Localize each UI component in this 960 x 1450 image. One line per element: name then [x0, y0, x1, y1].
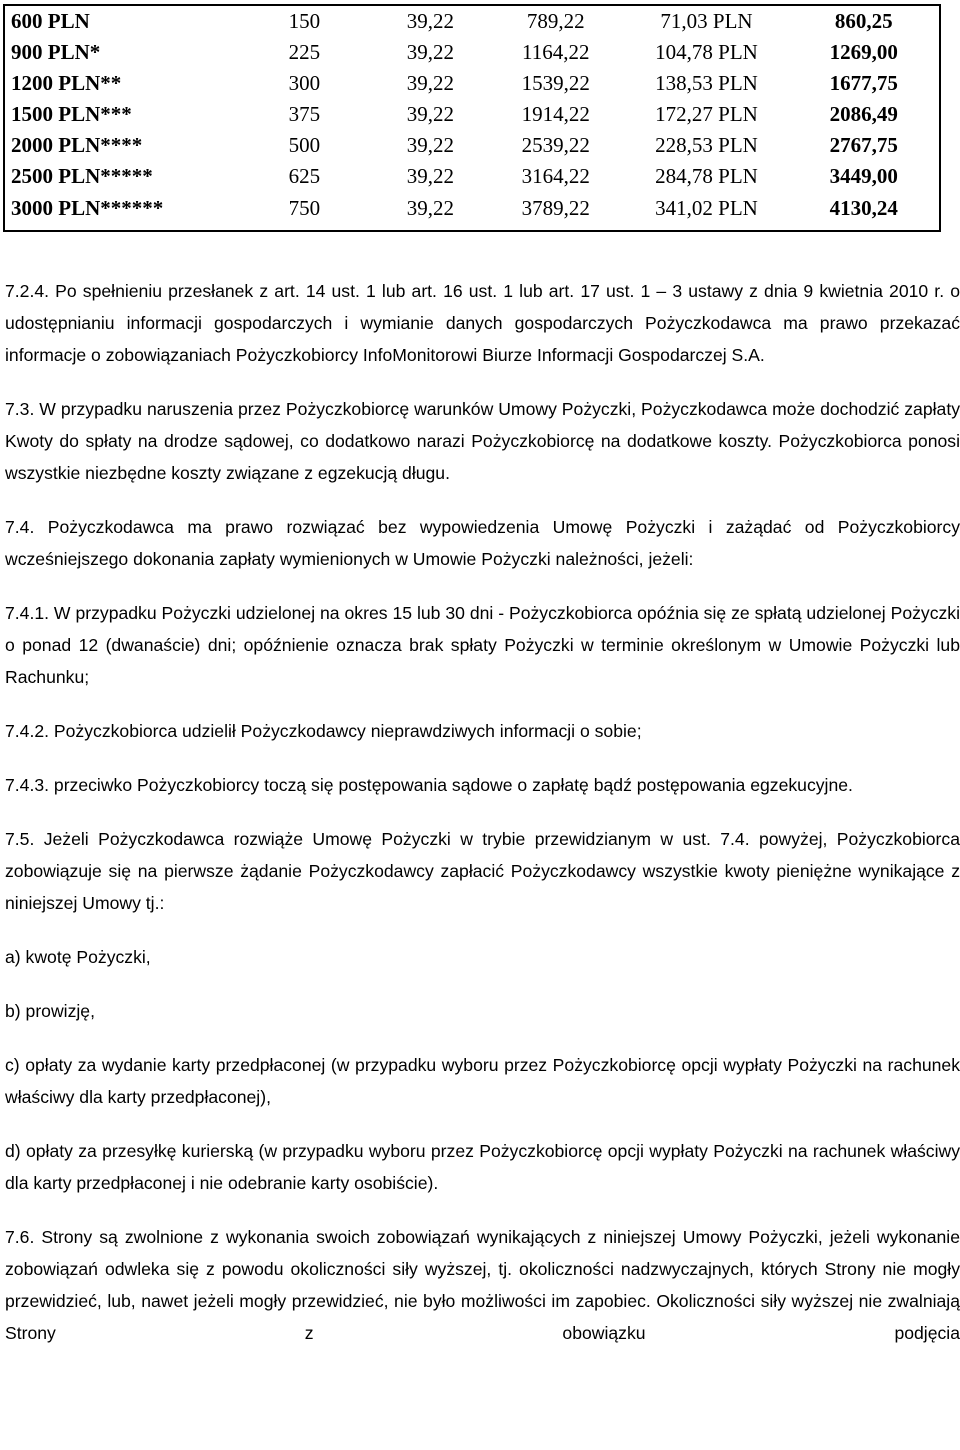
paragraph-7-6: 7.6. Strony są zwolnione z wykonania swoich zobowiązań wynikających z niniejszej Umowy Pożyczki, jeżeli wykonanie zobowiązań odwleka się z powodu okoliczności siły wyższej, tj. okoliczności nadzwyczajnych, których Strony nie mogły przewidzieć, lub, nawet jeżeli mogły przewidzieć, nie było możliwości im zapobiec. Okoliczności siły wyższej nie zwalniają Strony z obowiązku podjęcia: [5, 1227, 960, 1343]
interest-cell: 172,27 PLN: [655, 102, 758, 126]
paragraph-7-2-4: 7.2.4. Po spełnieniu przesłanek z art. 14 ust. 1 lub art. 16 ust. 1 lub art. 17 ust. 1 – 3 ustawy z dnia 9 kwietnia 2010 r. o udostępnianiu informacji gospodarczych i wymianie danych gospodarczych Pożyczkodawca ma prawo przekazać informacje o zobowiązaniach Pożyczkobiorcy InfoMonitorowi Biurze Informacji Gospodarczej S.A.: [5, 281, 960, 365]
subtotal-cell: 3789,22: [521, 196, 590, 220]
total-cell: 4130,24: [829, 196, 898, 220]
table-row: [4, 192, 940, 231]
loan-amount-cell: 2500 PLN*****: [11, 164, 153, 188]
interest-cell: 138,53 PLN: [655, 71, 758, 95]
interest-cell: 341,02 PLN: [655, 196, 758, 220]
loan-amount-cell: 2000 PLN****: [11, 133, 143, 157]
paragraph-7-5-d: d) opłaty za przesyłkę kurierską (w przypadku wyboru przez Pożyczkobiorcę opcji wypłaty Pożyczki na rachunek właściwy dla karty przedpłaconej i nie odebranie karty osobiście).: [5, 1141, 960, 1193]
fee-cell: 39,22: [406, 196, 455, 220]
total-cell: 1677,75: [829, 71, 898, 95]
loan-amount-cell: 1500 PLN***: [11, 102, 132, 126]
paragraph-7-4-3: 7.4.3. przeciwko Pożyczkobiorcy toczą się postępowania sądowe o zapłatę bądź postępowania egzekucyjne.: [5, 775, 853, 795]
total-cell: 2767,75: [829, 133, 898, 157]
subtotal-cell: 1164,22: [522, 40, 590, 64]
fee-cell: 39,22: [406, 102, 455, 126]
paragraph-7-4-2: 7.4.2. Pożyczkobiorca udzielił Pożyczkodawcy nieprawdziwych informacji o sobie;: [5, 721, 642, 741]
table-row: [4, 5, 940, 37]
commission-cell: 750: [288, 196, 321, 220]
paragraph-7-4-1: 7.4.1. W przypadku Pożyczki udzielonej na okres 15 lub 30 dni - Pożyczkobiorca opóźnia się ze spłatą udzielonej Pożyczki o ponad 12 (dwanaście) dni; opóźnienie oznacza brak spłaty Pożyczki w terminie określonym w Umowie Pożyczki lub Rachunku;: [5, 603, 960, 687]
commission-cell: 225: [288, 40, 321, 64]
loan-amount-cell: 3000 PLN******: [11, 196, 164, 220]
interest-cell: 71,03 PLN: [660, 9, 753, 33]
subtotal-cell: 1539,22: [521, 71, 590, 95]
fee-cell: 39,22: [406, 164, 455, 188]
total-cell: 3449,00: [829, 164, 898, 188]
table-row: [4, 68, 940, 99]
total-cell: 860,25: [834, 9, 893, 33]
paragraph-7-5-b: b) prowizję,: [5, 1001, 95, 1021]
subtotal-cell: 3164,22: [521, 164, 590, 188]
commission-cell: 150: [288, 9, 321, 33]
total-cell: 2086,49: [829, 102, 898, 126]
paragraph-7-3: 7.3. W przypadku naruszenia przez Pożyczkobiorcę warunków Umowy Pożyczki, Pożyczkodawca może dochodzić zapłaty Kwoty do spłaty na drodze sądowej, co dodatkowo narazi Pożyczkobiorcę na dodatkowe koszty. Pożyczkobiorca ponosi wszystkie niezbędne koszty związane z egzekucją długu.: [5, 399, 960, 483]
subtotal-cell: 789,22: [526, 9, 585, 33]
interest-cell: 104,78 PLN: [655, 40, 758, 64]
loan-amount-cell: 600 PLN: [11, 9, 90, 33]
commission-cell: 500: [288, 133, 321, 157]
subtotal-cell: 2539,22: [521, 133, 590, 157]
loan-amount-cell: 1200 PLN**: [11, 71, 122, 95]
table-row: [4, 99, 940, 130]
table-row: [4, 161, 940, 192]
table-row: [4, 37, 940, 68]
fee-cell: 39,22: [406, 9, 455, 33]
table-row: [4, 130, 940, 161]
commission-cell: 375: [288, 102, 321, 126]
document-body: [5, 275, 960, 1371]
fee-cell: 39,22: [406, 133, 455, 157]
loan-amount-cell: 900 PLN*: [11, 40, 101, 64]
paragraph-7-5-a: a) kwotę Pożyczki,: [5, 947, 151, 967]
total-cell: 1269,00: [829, 40, 898, 64]
paragraph-7-5-c: c) opłaty za wydanie karty przedpłaconej (w przypadku wyboru przez Pożyczkobiorcę opcji wypłaty Pożyczki na rachunek właściwy dla karty przedpłaconej),: [5, 1055, 960, 1107]
interest-cell: 228,53 PLN: [655, 133, 758, 157]
fee-cell: 39,22: [406, 71, 455, 95]
fee-table: [3, 4, 941, 232]
subtotal-cell: 1914,22: [521, 102, 590, 126]
interest-cell: 284,78 PLN: [655, 164, 758, 188]
paragraph-7-4: 7.4. Pożyczkodawca ma prawo rozwiązać bez wypowiedzenia Umowę Pożyczki i zażądać od Pożyczkobiorcy wcześniejszego dokonania zapłaty wymienionych w Umowie Pożyczki należności, jeżeli:: [5, 517, 960, 569]
paragraph-7-5: 7.5. Jeżeli Pożyczkodawca rozwiąże Umowę Pożyczki w trybie przewidzianym w ust. 7.4. powyżej, Pożyczkobiorca zobowiązuje się na pierwsze żądanie Pożyczkodawcy zapłacić Pożyczkodawcy wszystkie kwoty pieniężne wynikające z niniejszej Umowy tj.:: [5, 829, 960, 913]
commission-cell: 625: [288, 164, 321, 188]
fee-cell: 39,22: [406, 40, 455, 64]
fee-table-body: [4, 5, 940, 231]
commission-cell: 300: [288, 71, 321, 95]
